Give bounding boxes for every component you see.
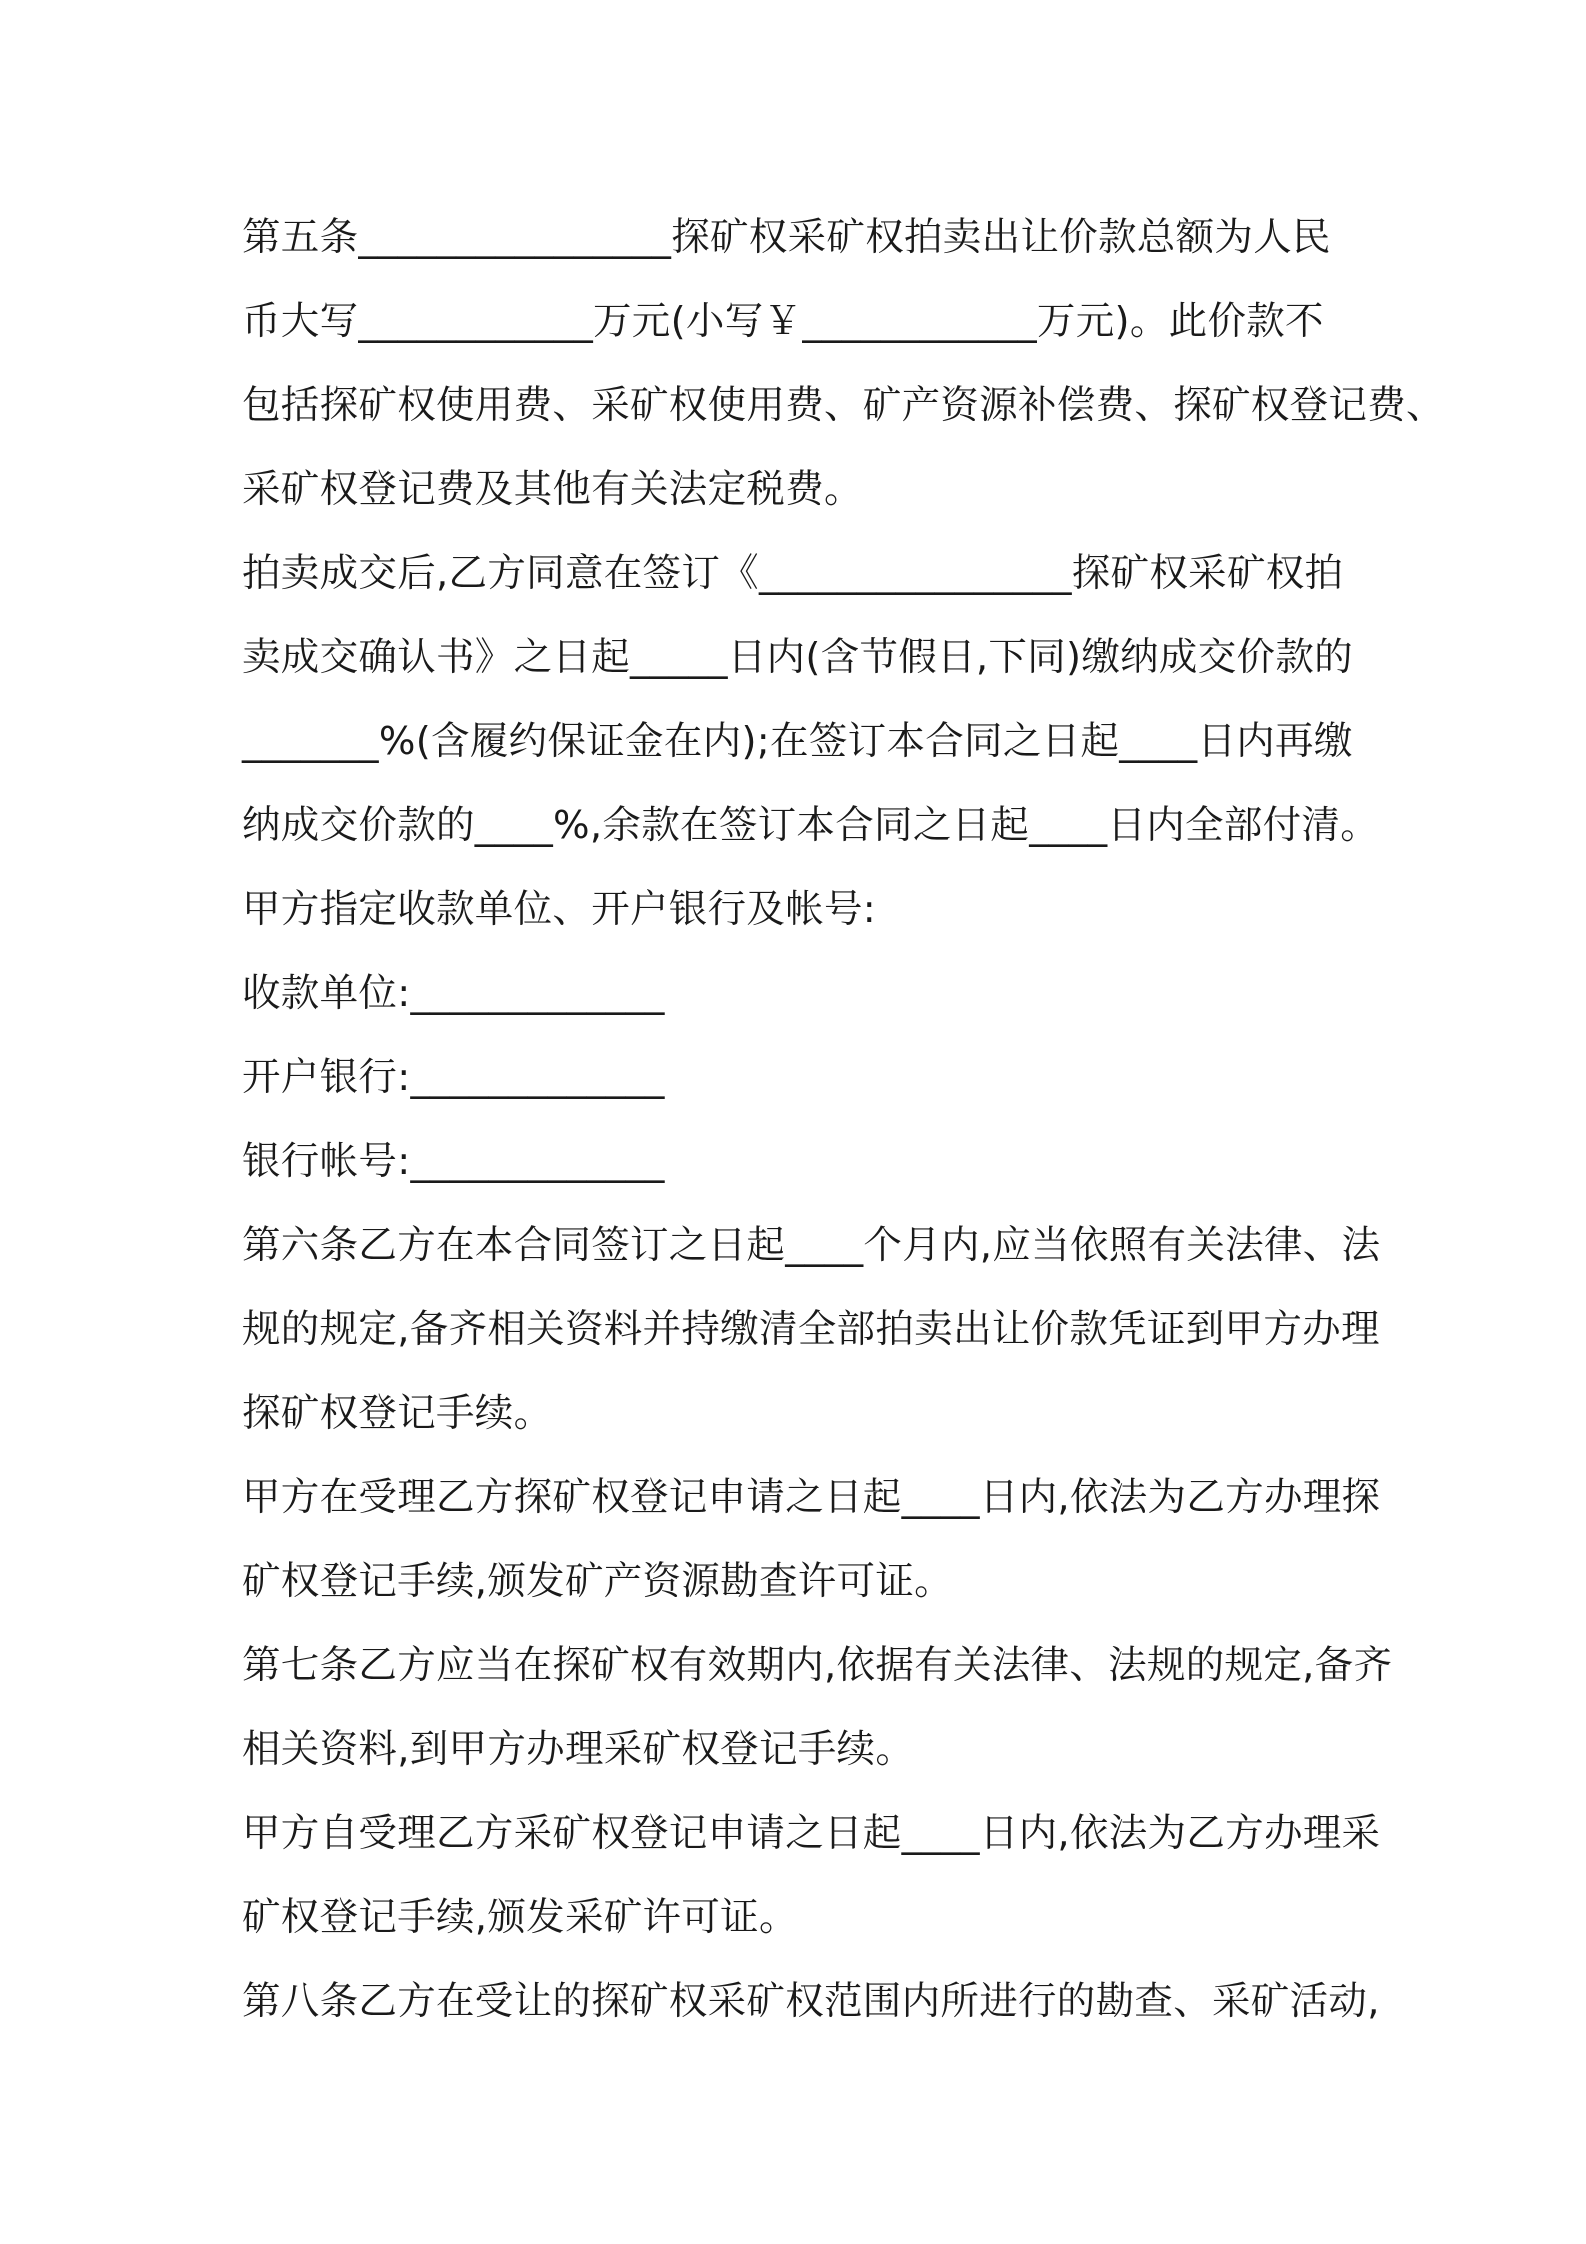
text-line: 甲方自受理乙方采矿权登记申请之日起____日内,依法为乙方办理采 <box>242 1811 1381 1856</box>
text-line: 拍卖成交后,乙方同意在签订《________________探矿权采矿权拍 <box>242 551 1344 596</box>
text-line: 包括探矿权使用费、采矿权使用费、矿产资源补偿费、探矿权登记费、 <box>242 383 1445 428</box>
text-line-article-7: 第七条乙方应当在探矿权有效期内,依据有关法律、法规的规定,备齐 <box>242 1643 1393 1688</box>
text-line: 甲方在受理乙方探矿权登记申请之日起____日内,依法为乙方办理探 <box>242 1475 1381 1520</box>
bank-name-field: 开户银行:_____________ <box>242 1055 665 1100</box>
text-line: _______%(含履约保证金在内);在签订本合同之日起____日内再缴 <box>242 719 1353 764</box>
text-line: 探矿权登记手续。 <box>242 1391 553 1436</box>
text-line: 矿权登记手续,颁发矿产资源勘查许可证。 <box>242 1559 953 1604</box>
text-line: 规的规定,备齐相关资料并持缴清全部拍卖出让价款凭证到甲方办理 <box>242 1307 1380 1352</box>
text-line: 卖成交确认书》之日起_____日内(含节假日,下同)缴纳成交价款的 <box>242 635 1353 680</box>
text-line: 矿权登记手续,颁发采矿许可证。 <box>242 1895 798 1940</box>
text-line: 相关资料,到甲方办理采矿权登记手续。 <box>242 1727 915 1772</box>
bank-account-field: 银行帐号:_____________ <box>242 1139 665 1184</box>
document-body <box>242 196 1445 2044</box>
text-line-article-6: 第六条乙方在本合同签订之日起____个月内,应当依照有关法律、法 <box>242 1223 1381 1268</box>
text-line-article-5: 第五条________________探矿权采矿权拍卖出让价款总额为人民 <box>242 215 1331 260</box>
text-line: 采矿权登记费及其他有关法定税费。 <box>242 467 863 512</box>
text-line: 币大写____________万元(小写￥____________万元)。此价款不 <box>242 299 1324 344</box>
text-line-article-8: 第八条乙方在受让的探矿权采矿权范围内所进行的勘查、采矿活动, <box>242 1979 1380 2024</box>
payee-unit-field: 收款单位:_____________ <box>242 971 665 1016</box>
text-line: 甲方指定收款单位、开户银行及帐号: <box>242 887 877 932</box>
text-line: 纳成交价款的____%,余款在签订本合同之日起____日内全部付清。 <box>242 803 1380 848</box>
